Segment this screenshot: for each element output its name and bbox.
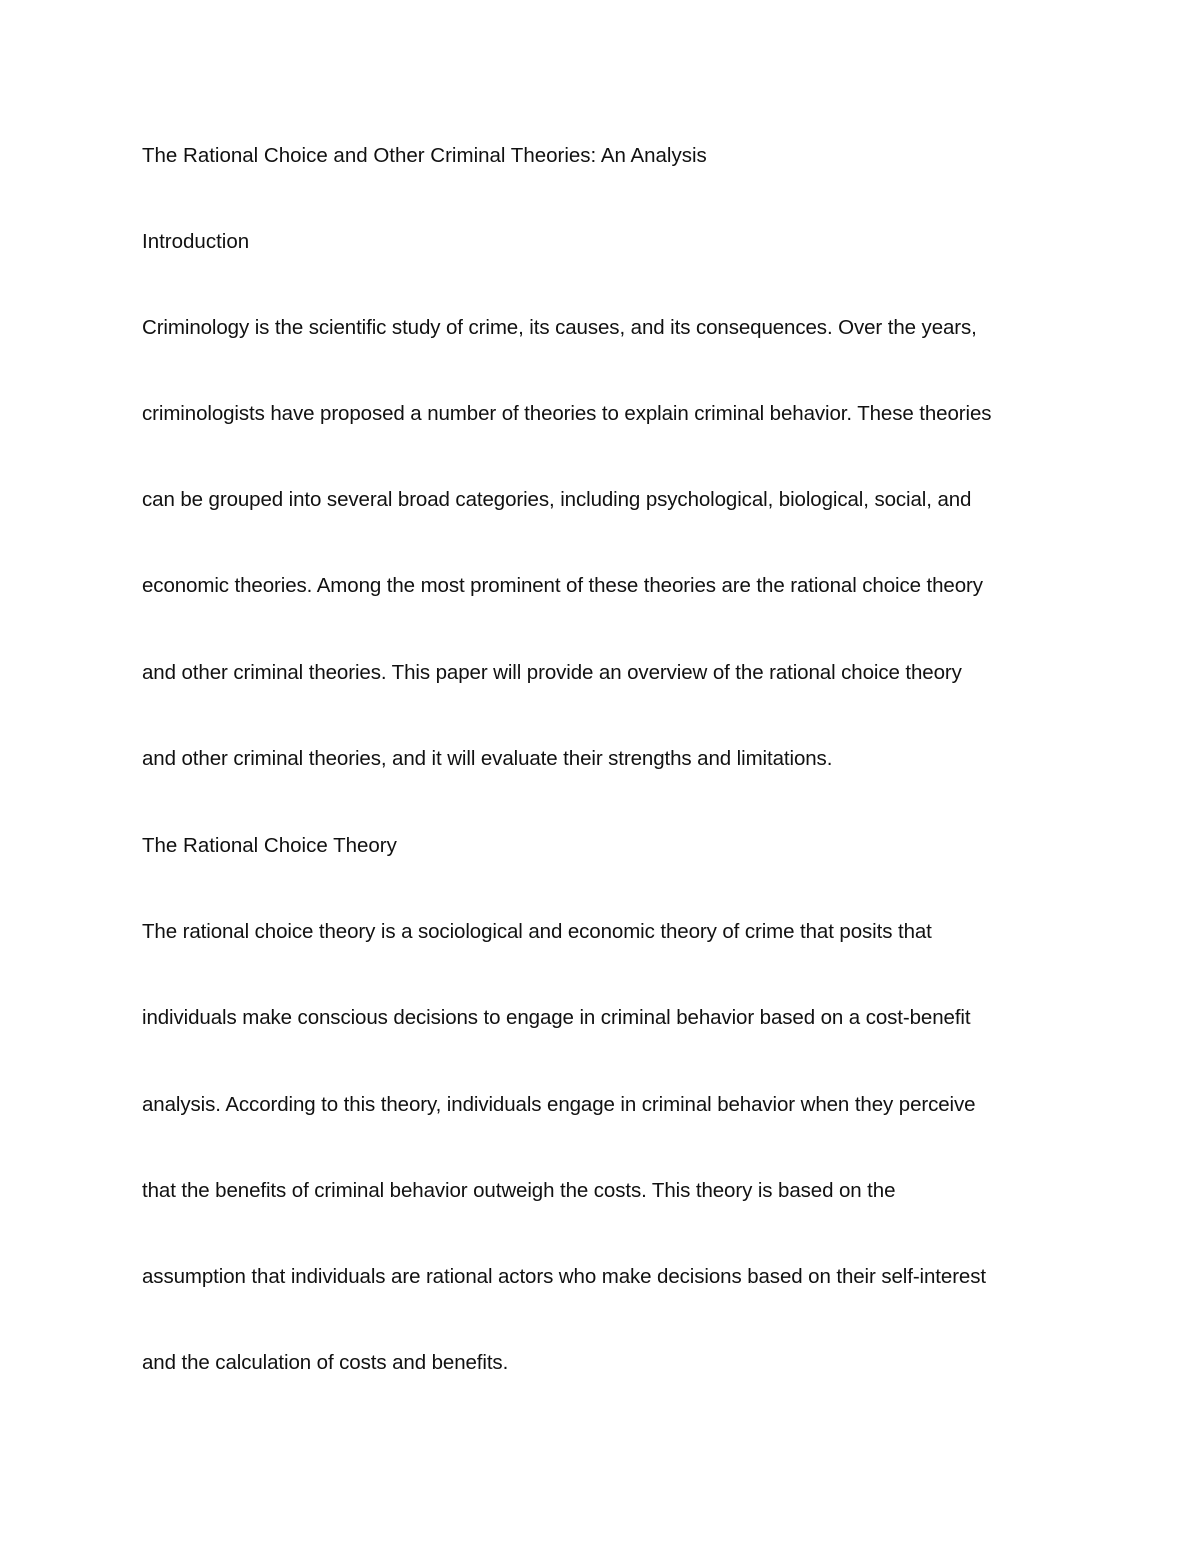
paragraph-line: criminologists have proposed a number of theories to explain criminal behavior. These theories [142, 402, 992, 425]
paragraph-line: can be grouped into several broad categories, including psychological, biological, social, and [142, 488, 972, 511]
paragraph-line: economic theories. Among the most prominent of these theories are the rational choice theory [142, 574, 983, 597]
paragraph-line: and other criminal theories. This paper will provide an overview of the rational choice theory [142, 661, 962, 684]
paragraph-line: individuals make conscious decisions to engage in criminal behavior based on a cost-benefit [142, 1006, 971, 1029]
section-heading-rational-choice-theory: The Rational Choice Theory [142, 834, 397, 857]
paragraph-line: and the calculation of costs and benefits. [142, 1351, 509, 1374]
paragraph-line: The rational choice theory is a sociological and economic theory of crime that posits that [142, 920, 932, 943]
paragraph-line: that the benefits of criminal behavior outweigh the costs. This theory is based on the [142, 1179, 896, 1202]
paragraph-line: analysis. According to this theory, individuals engage in criminal behavior when they perceive [142, 1093, 976, 1116]
paragraph-line: Criminology is the scientific study of crime, its causes, and its consequences. Over the years, [142, 316, 977, 339]
document-title: The Rational Choice and Other Criminal Theories: An Analysis [142, 144, 707, 167]
section-heading-introduction: Introduction [142, 230, 250, 253]
paragraph-line: assumption that individuals are rational actors who make decisions based on their self-interest [142, 1265, 986, 1288]
paragraph-line: and other criminal theories, and it will evaluate their strengths and limitations. [142, 747, 833, 770]
